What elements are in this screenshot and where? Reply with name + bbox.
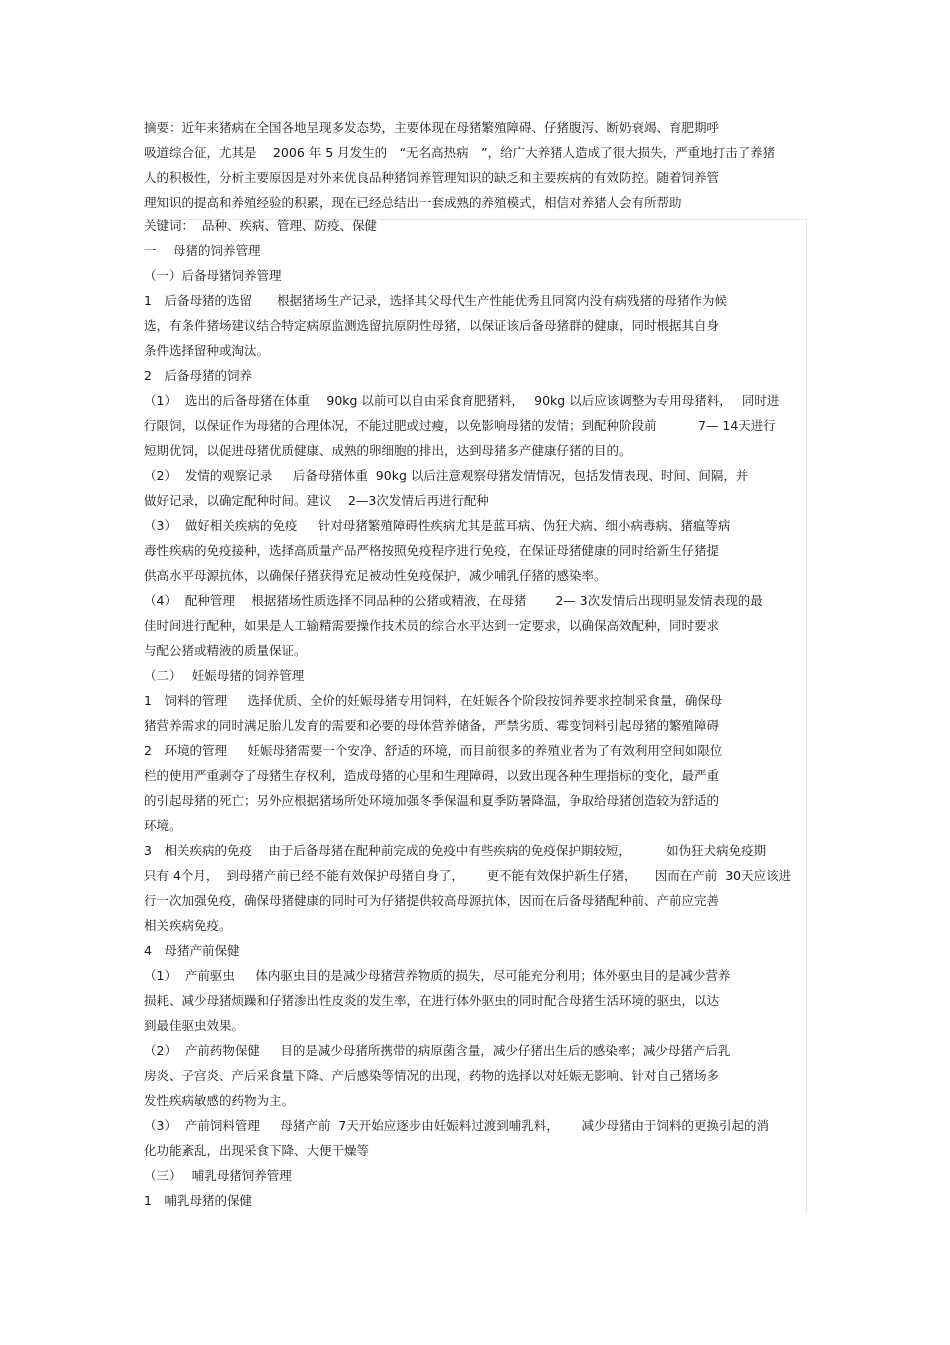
text-line: （1） 产前驱虫 体内驱虫目的是减少母猪营养物质的损失，尽可能充分利用；体外驱虫目的是减少营养 [144, 968, 731, 983]
text-line: 3 相关疾病的免疫 由于后备母猪在配种前完成的免疫中有些疾病的免疫保护期较短， 如伪狂犬病免疫期 [144, 843, 767, 858]
text-line: 只有 4个月， 到母猪产前已经不能有效保护母猪自身了， 更不能有效保护新生仔猪， 因而在产前 30天应该进 [144, 868, 792, 883]
text-line: 行一次加强免疫，确保母猪健康的同时可为仔猪提供较高母源抗体，因而在后备母猪配种前、产前应完善 [144, 893, 720, 908]
text-line: 条件选择留种或淘汰。 [144, 343, 270, 358]
text-line: 的引起母猪的死亡；另外应根据猪场所处环境加强冬季保温和夏季防暑降温，争取给母猪创造较为舒适的 [144, 793, 720, 808]
text-line: 关键词： 品种、疾病、管理、防疫、保健 [144, 218, 377, 233]
text-line: 2 后备母猪的饲养 [144, 368, 252, 383]
text-line: 吸道综合征，尤其是 2006 年 5 月发生的 “无名高热病 ”，给广大养猪人造成了很大损失，严重地打击了养猪 [144, 145, 776, 160]
text-line: 与配公猪或精液的质量保证。 [144, 643, 307, 658]
text-line: （3） 做好相关疾病的免疫 针对母猪繁殖障碍性疾病尤其是蓝耳病、伪狂犬病、细小病毒病、猪瘟等病 [144, 518, 731, 533]
text-line: （二） 妊娠母猪的饲养管理 [144, 668, 305, 683]
text-line: 环境。 [144, 818, 182, 833]
text-line: 2 环境的管理 妊娠母猪需要一个安净、舒适的环境，而目前很多的养殖业者为了有效利用空间如限位 [144, 743, 723, 758]
text-line: 发性疾病敏感的药物为主。 [144, 1093, 295, 1108]
text-line: 供高水平母源抗体，以确保仔猪获得充足被动性免疫保护，减少哺乳仔猪的感染率。 [144, 568, 607, 583]
text-line: （3） 产前饲料管理 母猪产前 7天开始应逐步由妊娠料过渡到哺乳料， 减少母猪由于饲料的更换引起的消 [144, 1118, 769, 1133]
text-line: 人的积极性，分析主要原因是对外来优良品种猪饲养管理知识的缺乏和主要疾病的有效防控。随着饲养管 [144, 170, 720, 185]
text-line: 1 后备母猪的选留 根据猪场生产记录，选择其父母代生产性能优秀且同窝内没有病残猪的母猪作为候 [144, 293, 727, 308]
text-line: 选，有条件猪场建议结合特定病原监测选留抗原阴性母猪，以保证该后备母猪群的健康，同时根据其自身 [144, 318, 720, 333]
text-line: 行限饲，以保证作为母猪的合理体况，不能过肥或过瘦，以免影响母猪的发情；到配种阶段前 7— 14天进行 [144, 418, 776, 433]
text-line: 佳时间进行配种，如果是人工输精需要操作技术员的综合水平达到一定要求，以确保高效配种，同时要求 [144, 618, 720, 633]
text-frame-right-border [806, 219, 807, 1213]
text-line: 毒性疾病的免疫接种，选择高质量产品严格按照免疫程序进行免疫，在保证母猪健康的同时给新生仔猪提 [144, 543, 720, 558]
text-line: 相关疾病免疫。 [144, 918, 232, 933]
text-line: （4） 配种管理 根据猪场性质选择不同品种的公猪或精液，在母猪 2— 3次发情后出现明显发情表现的最 [144, 593, 763, 608]
text-line: 到最佳驱虫效果。 [144, 1018, 245, 1033]
text-line: 做好记录，以确定配种时间。建议 2—3次发情后再进行配种 [144, 493, 489, 508]
text-line: （1） 选出的后备母猪在体重 90kg 以前可以自由采食育肥猪料， 90kg 以后应该调整为专用母猪料， 同时进 [144, 393, 780, 408]
text-line: 栏的使用严重剥夺了母猪生存权利，造成母猪的心里和生理障碍，以致出现各种生理指标的变化，最严重 [144, 768, 720, 783]
text-line: 4 母猪产前保健 [144, 943, 240, 958]
text-line: 损耗、减少母猪烦躁和仔猪渗出性皮炎的发生率，在进行体外驱虫的同时配合母猪生活环境的驱虫，以达 [144, 993, 720, 1008]
text-line: （三） 哺乳母猪饲养管理 [144, 1168, 292, 1183]
text-line: 化功能紊乱，出现采食下降、大便干燥等 [144, 1143, 370, 1158]
text-line: 1 哺乳母猪的保健 [144, 1193, 252, 1208]
text-line: 一 母猪的饲养管理 [144, 243, 261, 258]
text-line: 房炎、子宫炎、产后采食量下降、产后感染等情况的出现，药物的选择以对妊娠无影响、针对自己猪场多 [144, 1068, 720, 1083]
text-line: 猪营养需求的同时满足胎儿发育的需要和必要的母体营养储备，严禁劣质、霉变饲料引起母猪的繁殖障碍 [144, 718, 720, 733]
text-line: 短期优饲，以促进母猪优质健康、成熟的卵细胞的排出，达到母猪多产健康仔猪的目的。 [144, 443, 632, 458]
text-line: （2） 发情的观察记录 后备母猪体重 90kg 以后注意观察母猪发情情况，包括发情表现、时间、间隔，并 [144, 468, 749, 483]
text-line: （2） 产前药物保健 目的是减少母猪所携带的病原菌含量，减少仔猪出生后的感染率；减少母猪产后乳 [144, 1043, 731, 1058]
text-line: 1 饲料的管理 选择优质、全价的妊娠母猪专用饲料，在妊娠各个阶段按饲养要求控制采食量，确保母 [144, 693, 723, 708]
text-line: 摘要：近年来猪病在全国各地呈现多发态势，主要体现在母猪繁殖障碍、仔猪腹泻、断奶衰竭、育肥期呼 [144, 120, 720, 135]
text-line: 理知识的提高和养殖经验的积累，现在已经总结出一套成熟的养殖模式，相信对养猪人会有所帮助 [144, 195, 682, 210]
text-line: （一）后备母猪饲养管理 [144, 268, 282, 283]
